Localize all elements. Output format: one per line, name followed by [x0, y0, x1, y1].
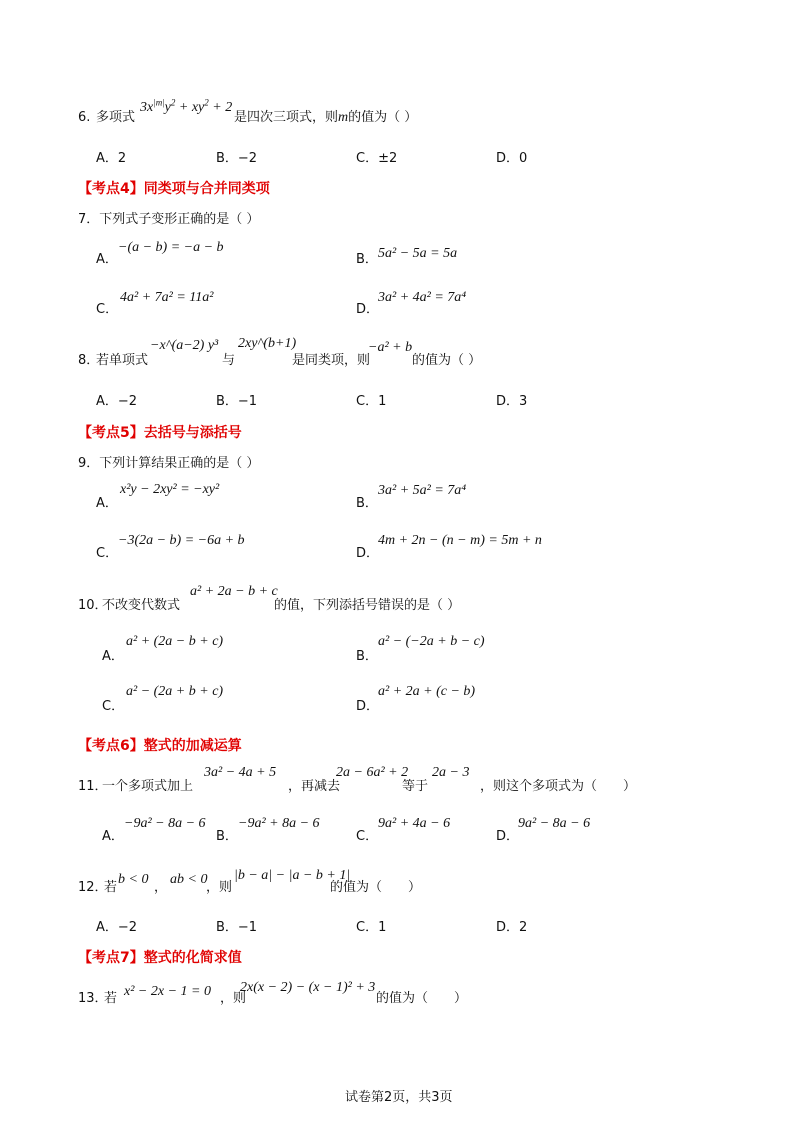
q11-option-c-expr: 9a² + 4a − 6: [378, 816, 451, 831]
q12-option-a: A．−2: [96, 920, 138, 935]
q12-option-d: D．2: [496, 920, 528, 935]
q12-expr-2: ab < 0: [170, 872, 208, 887]
q12-expr-1: b < 0: [118, 872, 149, 887]
q13-number: 13．: [78, 991, 108, 1006]
q11-prefix: 一个多项式加上: [102, 779, 194, 794]
section-heading-7: 【考点7】整式的化简求值: [78, 950, 242, 966]
q12-prefix: 若: [104, 880, 118, 895]
q8-option-d: D．3: [496, 394, 528, 409]
q10-expr: a² + 2a − b + c: [190, 584, 278, 599]
q13-prefix: 若: [104, 991, 118, 1006]
q6-number: 6.: [78, 110, 91, 125]
q8-post: 是同类项，则: [292, 353, 371, 368]
q9-option-d-label: D．: [356, 546, 380, 561]
q10-option-d-label: D．: [356, 699, 380, 714]
q9-option-d-expr: 4m + 2n − (n − m) = 5m + n: [378, 533, 542, 548]
q12-mid-1: ，: [154, 880, 168, 895]
q11-mid-2: 等于: [402, 779, 429, 794]
q12-expr-3: |b − a| − |a − b + 1|: [234, 868, 351, 883]
q11-expr-3: 2a − 3: [432, 765, 470, 780]
q6-option-d: D．0: [496, 151, 528, 166]
section-heading-5: 【考点5】去括号与添括号: [78, 425, 242, 441]
q11-option-a-expr: −9a² − 8a − 6: [124, 816, 206, 831]
q12-tail: 的值为（ ）: [330, 880, 422, 895]
section-heading-4: 【考点4】同类项与合并同类项: [78, 181, 270, 197]
q7-option-c-expr: 4a² + 7a² = 11a²: [120, 290, 214, 305]
q12-option-c: C．1: [356, 920, 387, 935]
q10-option-a-label: A．: [102, 649, 124, 664]
section-heading-6: 【考点6】整式的加减运算: [78, 738, 242, 754]
q10-number: 10．: [78, 598, 108, 613]
q6-post: 是四次三项式，则m的值为（ ）: [234, 110, 418, 125]
q10-option-b-expr: a² − (−2a + b − c): [378, 634, 485, 649]
q13-expr-2: 2x(x − 2) − (x − 1)² + 3: [240, 980, 376, 995]
q8-prefix: 若单项式: [96, 353, 149, 368]
q7-option-d-label: D．: [356, 302, 380, 317]
q10-prefix: 不改变代数式: [102, 598, 181, 613]
q6-expression: $3x^{|m|}y^2 + xy^2 + 2$: [140, 97, 233, 115]
q11-option-b-expr: −9a² + 8a − 6: [238, 816, 320, 831]
q7-option-b-expr: 5a² − 5a = 5a: [378, 246, 458, 261]
q9-option-c-expr: −3(2a − b) = −6a + b: [118, 533, 245, 548]
q9-option-a-expr: x²y − 2xy² = −xy²: [120, 482, 220, 497]
q11-mid-1: ，再减去: [288, 779, 341, 794]
q11-option-b-label: B．: [216, 829, 238, 844]
q8-expr-3: −a² + b: [368, 340, 413, 355]
q12-mid-2: ，则: [206, 880, 233, 895]
q10-option-c-label: C．: [102, 699, 125, 714]
q11-number: 11．: [78, 779, 108, 794]
q11-option-c-label: C．: [356, 829, 379, 844]
q8-expr-1: −x^(a−2) y³: [150, 338, 219, 353]
q10-option-b-label: B．: [356, 649, 378, 664]
q10-post: 的值，下列添括号错误的是（ ）: [274, 598, 461, 613]
q7-option-b-label: B．: [356, 252, 378, 267]
q11-expr-2: 2a − 6a² + 2: [336, 765, 409, 780]
q9-option-b-expr: 3a² + 5a² = 7a⁴: [378, 483, 467, 498]
q11-option-a-label: A．: [102, 829, 124, 844]
q8-option-a: A．−2: [96, 394, 138, 409]
q11-expr-1: 3a² − 4a + 5: [204, 765, 277, 780]
q6-option-a: A．2: [96, 151, 127, 166]
q8-option-b: B．−1: [216, 394, 258, 409]
q8-option-c: C．1: [356, 394, 387, 409]
q11-option-d-expr: 9a² − 8a − 6: [518, 816, 591, 831]
q13-expr-1: x² − 2x − 1 = 0: [124, 984, 211, 999]
q6-option-c: C．±2: [356, 151, 398, 166]
q10-option-c-expr: a² − (2a + b + c): [126, 684, 224, 699]
q10-option-a-expr: a² + (2a − b + c): [126, 634, 224, 649]
q9-option-a-label: A．: [96, 496, 118, 511]
q7-option-c-label: C．: [96, 302, 119, 317]
q13-tail: 的值为（ ）: [376, 991, 468, 1006]
q9-option-c-label: C．: [96, 546, 119, 561]
q8-tail: 的值为（ ）: [412, 353, 482, 368]
q12-option-b: B．−1: [216, 920, 258, 935]
page-footer: 试卷第2页，共3页: [345, 1090, 453, 1105]
q7-stem: 7．下列式子变形正确的是（ ）: [78, 212, 260, 227]
q6-prefix: 多项式: [96, 110, 136, 125]
q7-option-d-expr: 3a² + 4a² = 7a⁴: [378, 290, 467, 305]
q6-option-b: B．−2: [216, 151, 258, 166]
q8-expr-2: 2xy^(b+1): [238, 336, 297, 351]
q9-stem: 9．下列计算结果正确的是（ ）: [78, 456, 260, 471]
q11-tail: ，则这个多项式为（ ）: [480, 779, 637, 794]
q12-number: 12．: [78, 880, 108, 895]
q10-option-d-expr: a² + 2a + (c − b): [378, 684, 476, 699]
q7-option-a-expr: −(a − b) = −a − b: [118, 240, 224, 255]
q8-mid: 与: [222, 353, 236, 368]
q13-mid: ，则: [220, 991, 247, 1006]
q11-option-d-label: D．: [496, 829, 520, 844]
q9-option-b-label: B．: [356, 496, 378, 511]
q7-option-a-label: A．: [96, 252, 118, 267]
q8-number: 8．: [78, 353, 100, 368]
